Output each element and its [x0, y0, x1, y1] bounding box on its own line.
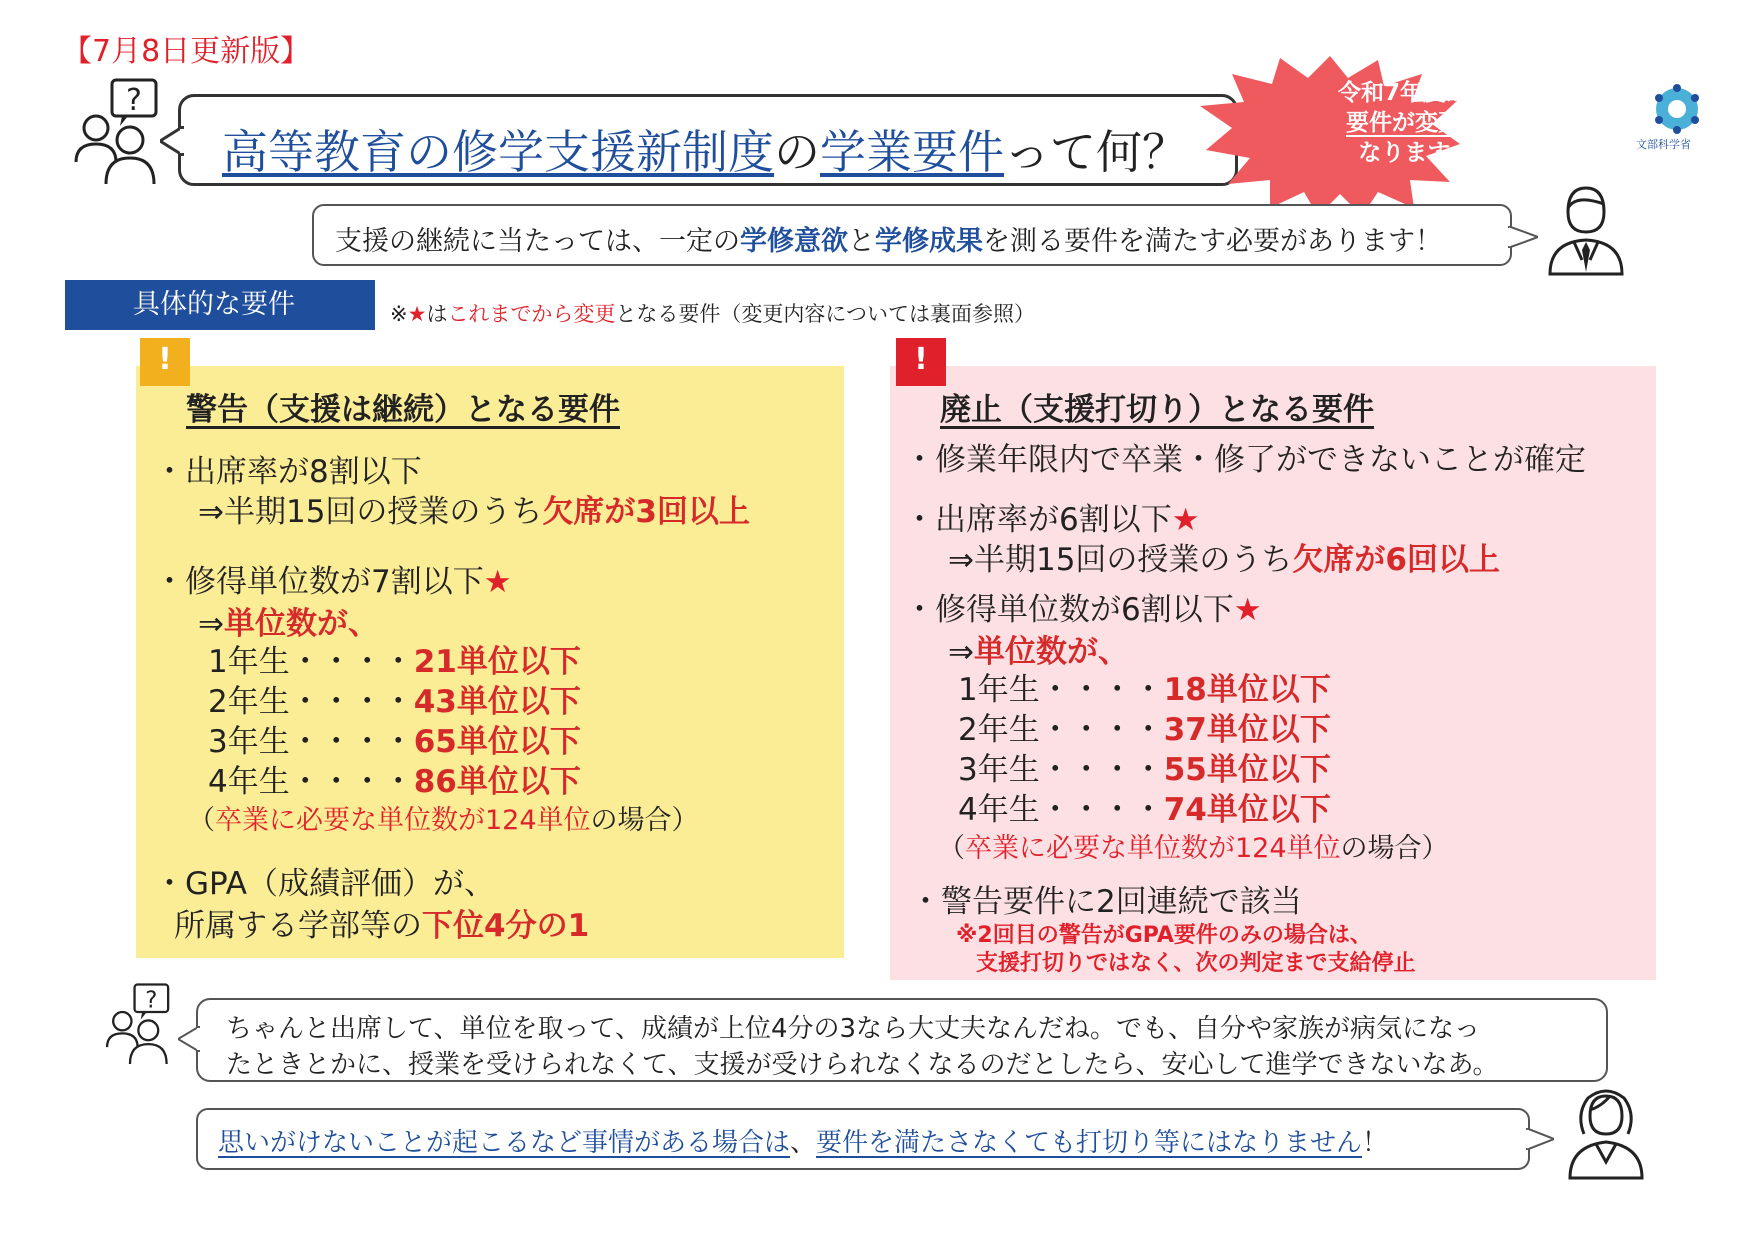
burst-line2: 要件が変更に	[1346, 110, 1484, 136]
title-part4: って何？	[1004, 125, 1188, 179]
warning-gpa: ・GPA（成績評価）が、	[154, 866, 495, 902]
svg-text:?: ?	[145, 987, 158, 1014]
answer-part3: 要件を満たさなくても打切り等にはなりません	[816, 1128, 1363, 1158]
note-part1: ※	[390, 302, 408, 326]
subtitle-part2: 学修意欲	[740, 226, 848, 257]
year-label: 4年生・・・・	[958, 792, 1164, 828]
warning-gpa-detail	[174, 900, 589, 945]
answer-part4: ！	[1362, 1128, 1389, 1158]
abolition-heading: 廃止（支援打切り）となる要件	[940, 392, 1374, 428]
note-part2: は	[426, 302, 448, 326]
officer-man-icon	[1546, 180, 1626, 276]
attendance-detail-text: ⇒半期15回の授業のうち	[198, 494, 543, 530]
note-part4: となる要件（変更内容については裏面参照）	[615, 302, 1036, 326]
subtitle-bubble-tail	[1508, 226, 1538, 248]
abolition-flag-icon: !	[896, 338, 946, 386]
subtitle-part4: 学修成果	[875, 226, 983, 257]
star-icon: ★	[407, 302, 427, 326]
star-icon: ★	[483, 564, 512, 600]
title-bubble-tail	[160, 126, 184, 156]
abolition-credits-note	[938, 826, 1449, 865]
page-title	[222, 116, 1188, 182]
svg-text:?: ?	[126, 83, 142, 118]
warning-credits-note	[188, 798, 699, 837]
abolition-consecutive: ・警告要件に2回連続で該当	[910, 884, 1302, 920]
warning-flag-icon: !	[140, 338, 190, 386]
warning-year-4	[208, 756, 581, 801]
abolition-year-2	[958, 704, 1331, 749]
year-label: 2年生・・・・	[958, 712, 1164, 748]
credits-detail-em: 単位数が、	[223, 606, 379, 642]
officer-woman-icon	[1566, 1084, 1646, 1180]
note-em: 卒業に必要な単位数が124単位	[965, 833, 1341, 864]
year-value: 55単位以下	[1163, 752, 1331, 788]
abolition-consecutive-note2: 支援打切りではなく、次の判定まで支給停止	[976, 951, 1416, 976]
answer-bubble-tail	[1526, 1128, 1554, 1150]
year-value: 21単位以下	[413, 644, 581, 680]
year-label: 1年生・・・・	[208, 644, 414, 680]
requirements-header: 具体的な要件	[65, 280, 375, 330]
year-label: 2年生・・・・	[208, 684, 414, 720]
attendance-detail-text: ⇒半期15回の授業のうち	[948, 542, 1293, 578]
credits-detail-arrow: ⇒	[198, 606, 224, 642]
year-value: 37単位以下	[1163, 712, 1331, 748]
warning-attendance: ・出席率が8割以下	[154, 454, 422, 490]
warning-attendance-detail	[198, 486, 750, 531]
requirements-note	[390, 298, 1035, 328]
attendance-detail-em: 欠席が6回以上	[1292, 542, 1500, 578]
burst-line1: 令和7年度から	[1337, 80, 1492, 106]
abolition-year-4	[958, 784, 1331, 829]
burst-line3: なります。	[1358, 140, 1472, 166]
warning-credits	[154, 556, 512, 601]
logo-label: 文部科学省	[1636, 138, 1691, 151]
year-value: 86単位以下	[413, 764, 581, 800]
year-value: 43単位以下	[413, 684, 581, 720]
student-comment-line1: ちゃんと出席して、単位を取って、成績が上位4分の3なら大丈夫なんだね。でも、自分や家族が病気になっ	[226, 1014, 1481, 1044]
title-part2: の	[774, 125, 820, 179]
credits-detail-em: 単位数が、	[973, 634, 1129, 670]
year-value: 65単位以下	[413, 724, 581, 760]
year-value: 74単位以下	[1163, 792, 1331, 828]
mext-logo-icon	[1652, 84, 1702, 134]
note-em: 卒業に必要な単位数が124単位	[215, 805, 591, 836]
warning-year-3	[208, 716, 581, 761]
abolition-attendance-detail	[948, 534, 1500, 579]
credits-text: ・修得単位数が7割以下	[154, 564, 484, 600]
credits-text: ・修得単位数が6割以下	[904, 592, 1234, 628]
abolition-graduation: ・修業年限内で卒業・修了ができないことが確定	[904, 442, 1586, 478]
year-value: 18単位以下	[1163, 672, 1331, 708]
note-open: （	[938, 833, 965, 864]
note-close: の場合）	[1340, 833, 1449, 864]
title-part1: 高等教育の修学支援新制度	[222, 125, 774, 179]
answer-text	[218, 1122, 1388, 1159]
year-label: 3年生・・・・	[208, 724, 414, 760]
abolition-consecutive-note1: ※2回目の警告がGPA要件のみの場合は、	[956, 923, 1372, 948]
credits-detail-arrow: ⇒	[948, 634, 974, 670]
student-bubble-tail	[178, 1026, 200, 1052]
student-question-icon	[104, 980, 188, 1070]
year-label: 4年生・・・・	[208, 764, 414, 800]
year-label: 3年生・・・・	[958, 752, 1164, 788]
answer-part1: 思いがけないことが起こるなど事情がある場合は	[218, 1128, 791, 1158]
attendance-detail-em: 欠席が3回以上	[542, 494, 750, 530]
student-comment-line2: たときとかに、授業を受けられなくて、支援が受けられなくなるのだとしたら、安心して進学できないなあ。	[226, 1050, 1499, 1080]
note-close: の場合）	[590, 805, 699, 836]
abolition-credits	[904, 584, 1262, 629]
abolition-attendance	[904, 494, 1200, 539]
star-icon: ★	[1233, 592, 1262, 628]
subtitle-part1: 支援の継続に当たっては、一定の	[335, 226, 740, 257]
note-part3: これまでから変更	[447, 302, 616, 326]
gpa-detail-em: 下位4分の1	[422, 908, 590, 944]
subtitle-part3: と	[848, 226, 875, 257]
star-icon: ★	[1171, 502, 1200, 538]
change-notice-text	[1300, 78, 1530, 168]
subtitle-text	[335, 219, 1442, 258]
warning-heading: 警告（支援は継続）となる要件	[186, 392, 620, 428]
gpa-detail-text: 所属する学部等の	[174, 908, 422, 944]
warning-year-2	[208, 676, 581, 721]
abolition-year-3	[958, 744, 1331, 789]
year-label: 1年生・・・・	[958, 672, 1164, 708]
attendance-text: ・出席率が6割以下	[904, 502, 1172, 538]
warning-year-1	[208, 636, 581, 681]
answer-part2: 、	[790, 1128, 817, 1158]
subtitle-part5: を測る要件を満たす必要があります！	[983, 226, 1442, 257]
title-part3: 学業要件	[820, 125, 1004, 179]
note-open: （	[188, 805, 215, 836]
abolition-year-1	[958, 664, 1331, 709]
update-label: 【7月8日更新版】	[62, 34, 311, 69]
